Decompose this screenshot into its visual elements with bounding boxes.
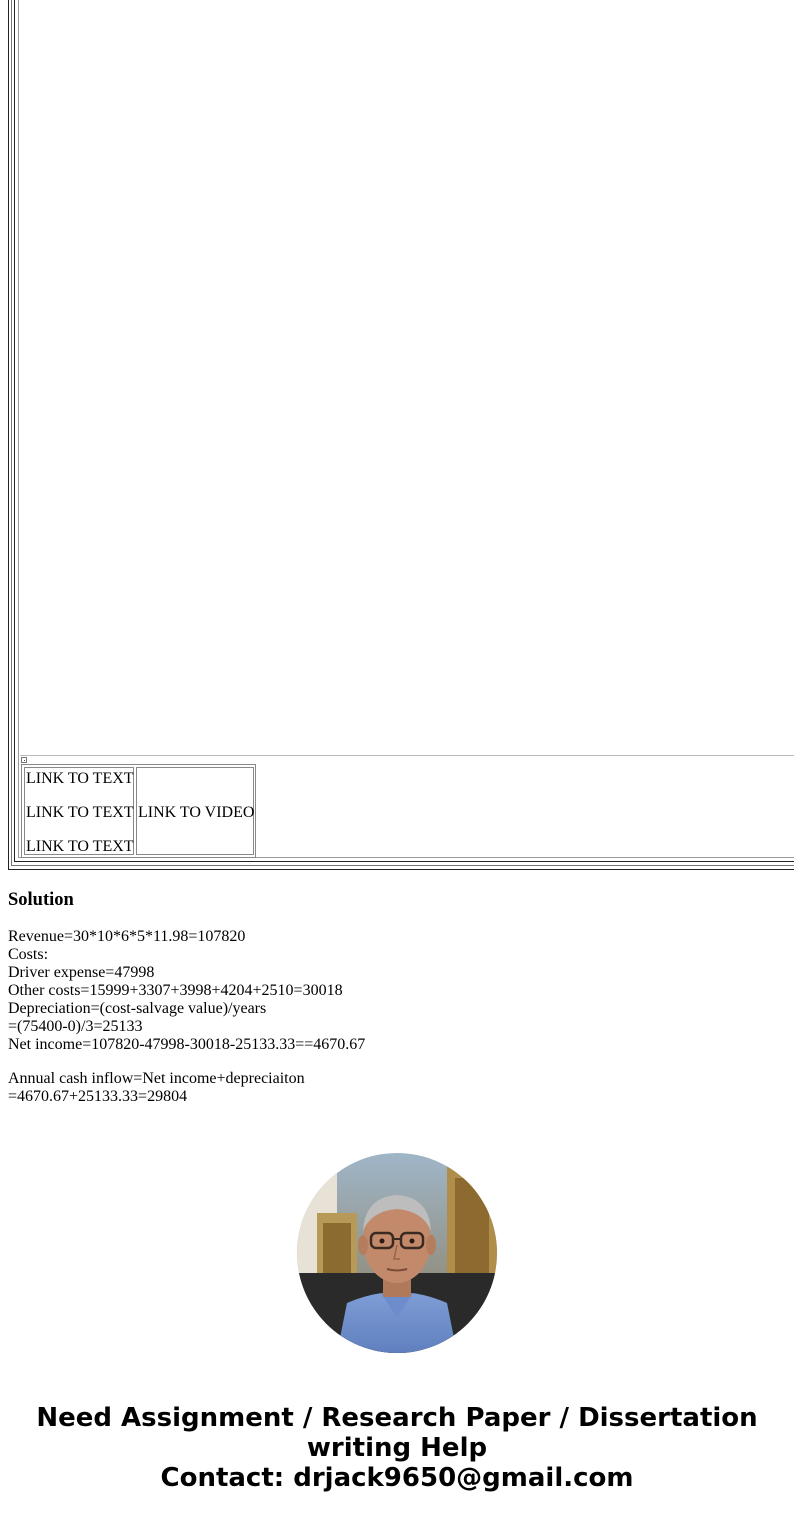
video-link-cell [136,767,254,855]
driver-expense-line: Driver expense=47998 [8,964,155,981]
costs-line: Costs: [8,946,49,963]
depreciation-formula-line: Depreciation=(cost-salvage value)/years [8,1000,267,1017]
author-avatar-photo [297,1153,497,1353]
links-table [21,764,256,858]
promo-banner [0,1403,794,1493]
link-to-text-1[interactable]: LINK TO TEXT [26,770,134,787]
revenue-line: Revenue=30*10*6*5*11.98=107820 [8,928,246,945]
avatar-illustration [297,1153,497,1353]
broken-image-icon [21,757,27,763]
frame-divider [20,755,794,756]
net-income-line: Net income=107820-47998-30018-25133.33==4670.67 [8,1036,366,1053]
solution-heading: Solution [8,890,74,910]
promo-line-1: Need Assignment / Research Paper / Dissertation [36,1403,758,1433]
other-costs-line: Other costs=15999+3307+3998+4204+2510=30018 [8,982,343,999]
link-to-text-3[interactable]: LINK TO TEXT [26,838,134,855]
frame-layer-4 [18,0,794,858]
depreciation-value-line: =(75400-0)/3=25133 [8,1018,143,1035]
text-links-cell [24,767,134,855]
solution-calculations [8,928,365,1054]
link-to-video[interactable]: LINK TO VIDEO [138,804,255,821]
promo-contact-line: Contact: drjack9650@gmail.com [160,1463,634,1493]
link-to-text-2[interactable]: LINK TO TEXT [26,804,134,821]
cash-inflow-value-line: =4670.67+25133.33=29804 [8,1088,188,1105]
cash-inflow-calculation [8,1070,305,1106]
cash-inflow-formula-line: Annual cash inflow=Net income+depreciaiton [8,1070,305,1087]
promo-line-2: writing Help [306,1433,488,1463]
